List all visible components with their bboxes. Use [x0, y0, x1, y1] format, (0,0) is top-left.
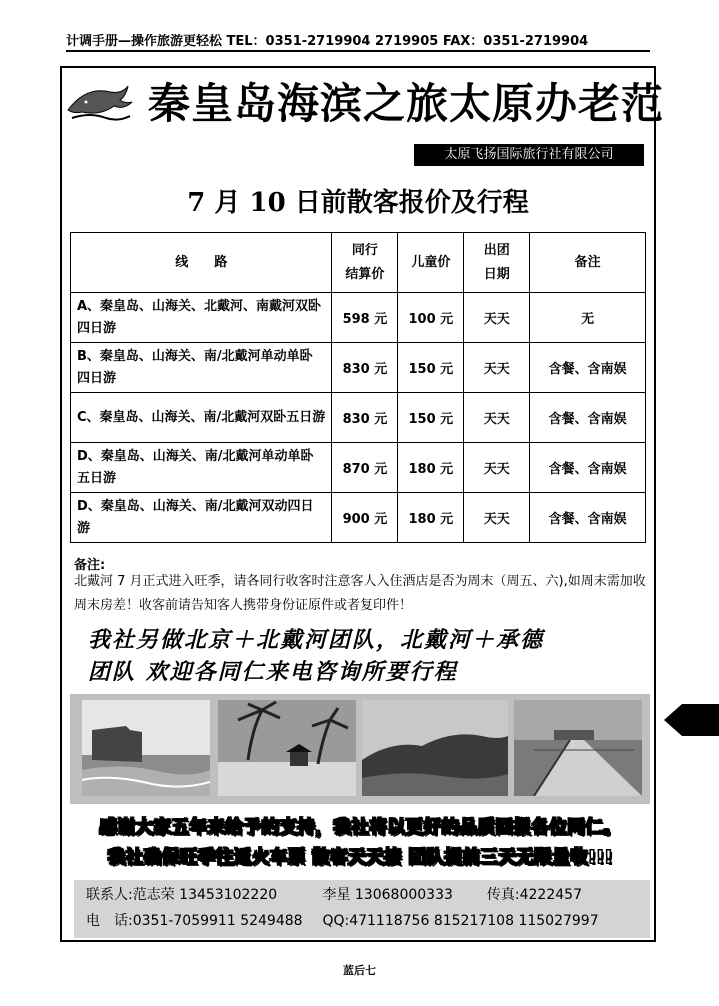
price-cell: 598 元 — [332, 293, 398, 343]
table-row — [71, 443, 646, 493]
child-price-cell: 150 元 — [398, 393, 464, 443]
mountain-coast-photo — [362, 700, 508, 796]
contact-person: 联系人:范志荣 13453102220 — [86, 887, 278, 903]
route-cell: A、秦皇岛、山海关、北戴河、南戴河双卧四日游 — [71, 293, 332, 343]
header-peer-price — [332, 233, 398, 293]
child-price-cell: 100 元 — [398, 293, 464, 343]
notes-label: 备注: — [74, 558, 106, 573]
beach-palm-photo — [218, 700, 356, 796]
route-cell: D、秦皇岛、山海关、南/北戴河双动四日游 — [71, 493, 332, 543]
thanks-slogan: 感谢大家五年来给予的支持，我社将以更好的品质回报各位同仁。 — [99, 817, 621, 838]
remark-cell: 无 — [530, 293, 646, 343]
main-title: 秦皇岛海滨之旅太原办老范 — [148, 79, 665, 128]
price-subtitle: 7 月 10 日前散客报价及行程 — [187, 188, 529, 218]
remark-cell: 含餐、含南娱 — [530, 493, 646, 543]
promo-line-1: 我社另做北京＋北戴河团队，北戴河＋承德 — [88, 627, 545, 653]
phone-numbers: 电 话:0351-7059911 5249488 — [86, 913, 303, 929]
promo-line-2: 团队 欢迎各同仁来电咨询所要行程 — [88, 659, 458, 685]
header-departure — [464, 233, 530, 293]
page-footer: 蓝后七 — [343, 964, 376, 977]
header-peer-price-line2: 结算价 — [345, 266, 385, 282]
company-name-badge: 太原飞扬国际旅行社有限公司 — [414, 144, 644, 166]
price-cell: 830 元 — [332, 393, 398, 443]
contact-row-2 — [86, 908, 638, 934]
price-cell: 870 元 — [332, 443, 398, 493]
date-cell: 天天 — [464, 293, 530, 343]
header-departure-line1: 出团 — [483, 242, 510, 258]
contact-li-xing: 李星 13068000333 — [322, 887, 453, 903]
header-peer-price-line1: 同行 — [351, 242, 378, 258]
child-price-cell: 180 元 — [398, 493, 464, 543]
contact-box — [74, 880, 650, 938]
great-wall-photo — [82, 700, 210, 796]
child-price-cell: 150 元 — [398, 343, 464, 393]
header-child-price: 儿童价 — [398, 233, 464, 293]
dolphin-icon — [66, 82, 134, 124]
date-cell: 天天 — [464, 493, 530, 543]
table-header-row — [71, 233, 646, 293]
header-contact-line: 计调手册—操作旅游更轻松 TEL：0351-2719904 2719905 FAX：0351-2719904 — [66, 34, 650, 52]
date-cell: 天天 — [464, 443, 530, 493]
table-row — [71, 393, 646, 443]
price-cell: 900 元 — [332, 493, 398, 543]
child-price-cell: 180 元 — [398, 443, 464, 493]
guarantee-slogan: 我社确保旺季往返火车票 散客天天接 团队提前三天无限量收!!! — [107, 847, 613, 868]
fax-number: 传真:4222457 — [486, 887, 582, 903]
remark-cell: 含餐、含南娱 — [530, 343, 646, 393]
header-route: 线 路 — [71, 233, 332, 293]
contact-row-1 — [86, 882, 638, 908]
promo-text — [88, 624, 648, 688]
boardwalk-photo — [514, 700, 642, 796]
date-cell: 天天 — [464, 343, 530, 393]
header-departure-line2: 日期 — [483, 266, 510, 282]
price-table — [70, 232, 646, 543]
table-row — [71, 493, 646, 543]
qq-numbers: QQ:471118756 815217108 115027997 — [322, 913, 599, 929]
notes-text: 北戴河 7 月正式进入旺季，请各同行收客时注意客人入住酒店是否为周末（周五、六),如周末需加收周末房差！收客前请告知客人携带身份证原件或者复印件！ — [74, 574, 646, 613]
date-cell: 天天 — [464, 393, 530, 443]
route-cell: D、秦皇岛、山海关、南/北戴河单动单卧五日游 — [71, 443, 332, 493]
table-row — [71, 293, 646, 343]
table-row — [71, 343, 646, 393]
header-remark: 备注 — [530, 233, 646, 293]
remark-cell: 含餐、含南娱 — [530, 393, 646, 443]
remark-cell: 含餐、含南娱 — [530, 443, 646, 493]
page-tab-arrow-icon — [664, 704, 719, 736]
route-cell: B、秦皇岛、山海关、南/北戴河单动单卧四日游 — [71, 343, 332, 393]
photo-strip — [70, 694, 650, 804]
route-cell: C、秦皇岛、山海关、南/北戴河双卧五日游 — [71, 393, 332, 443]
price-cell: 830 元 — [332, 343, 398, 393]
